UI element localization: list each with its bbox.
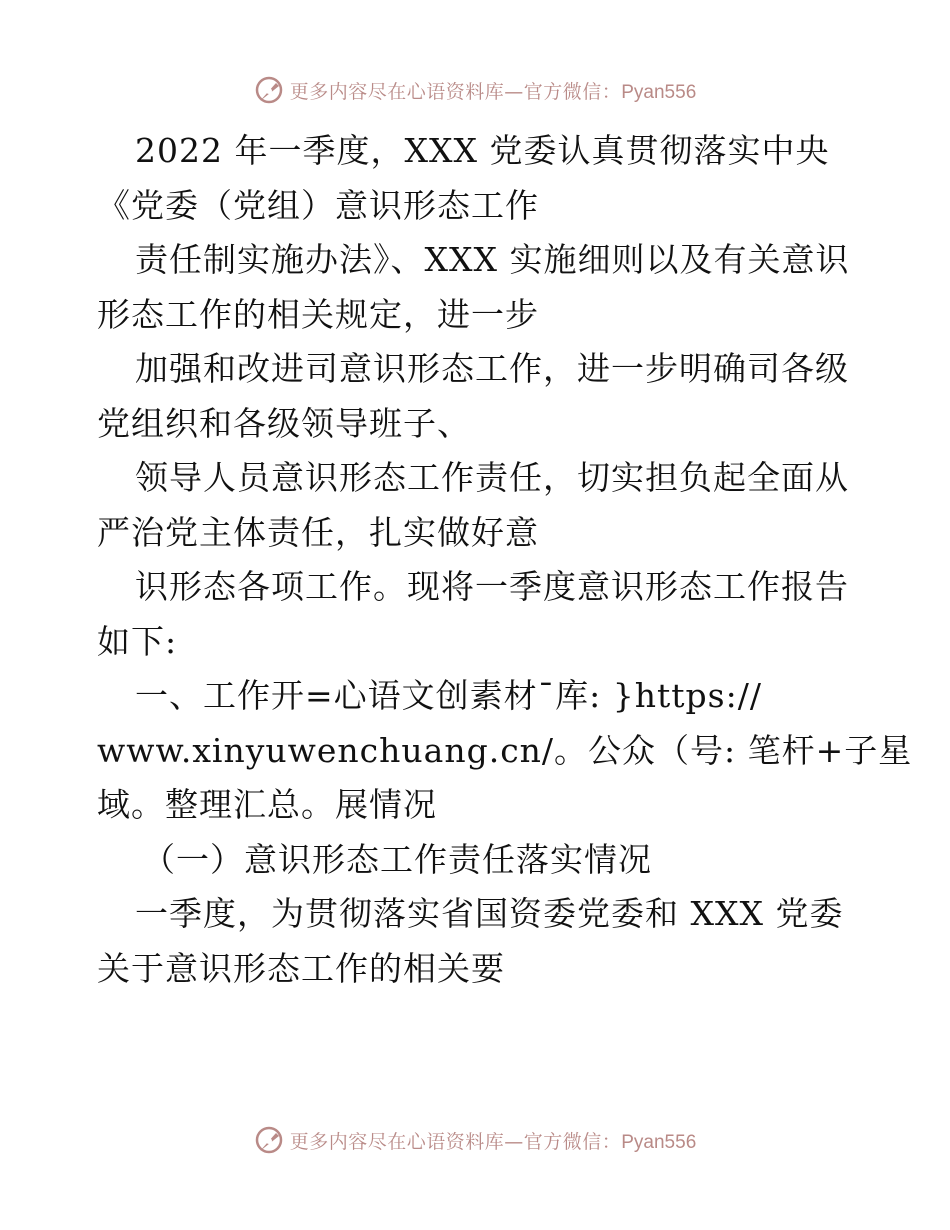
body-line: 责任制实施办法》、XXX 实施细则以及有关意识 (135, 240, 850, 279)
body-line: 2022 年一季度，XXX 党委认真贯彻落实中央 (135, 131, 830, 170)
body-line: www.xinyuwenchuang.cn/。公众（号: 笔杆+子星 (97, 730, 913, 770)
body-line: 域。整理汇总。展情况 (97, 785, 437, 824)
footer-banner (0, 1120, 950, 1160)
body-line: 党组织和各级领导班子、 (97, 403, 471, 443)
body-line: 识形态各项工作。现将一季度意识形态工作报告 (135, 567, 849, 606)
body-line: 加强和改进司意识形态工作，进一步明确司各级 (135, 349, 849, 388)
wechat-id: Pyan556 (621, 1131, 697, 1153)
body-line: 一季度，为贯彻落实省国资委党委和 XXX 党委 (135, 894, 844, 933)
body-line: 形态工作的相关规定，进一步 (97, 294, 539, 334)
body-line: 严治党主体责任，扎实做好意 (97, 512, 539, 552)
body-line: 领导人员意识形态工作责任，切实担负起全面从 (135, 458, 849, 497)
body-line: 关于意识形态工作的相关要 (97, 948, 505, 988)
wechat-id: Pyan556 (621, 81, 697, 103)
document-body (97, 124, 913, 996)
banner-text: 更多内容尽在心语资料库—官方微信：Pyan556 (289, 80, 697, 103)
body-line: 如下: (97, 621, 178, 661)
subsection-heading: （一）意识形态工作责任落实情况 (142, 839, 652, 879)
body-line: 《党委（党组）意识形态工作 (97, 185, 539, 225)
banner-text: 更多内容尽在心语资料库—官方微信：Pyan556 (289, 1130, 697, 1153)
section-heading: 一、工作开=心语文创素材¯库: }https:// (135, 676, 762, 715)
header-banner (0, 70, 950, 110)
quill-circle-logo-icon (254, 75, 284, 105)
quill-circle-logo-icon (254, 1125, 284, 1155)
